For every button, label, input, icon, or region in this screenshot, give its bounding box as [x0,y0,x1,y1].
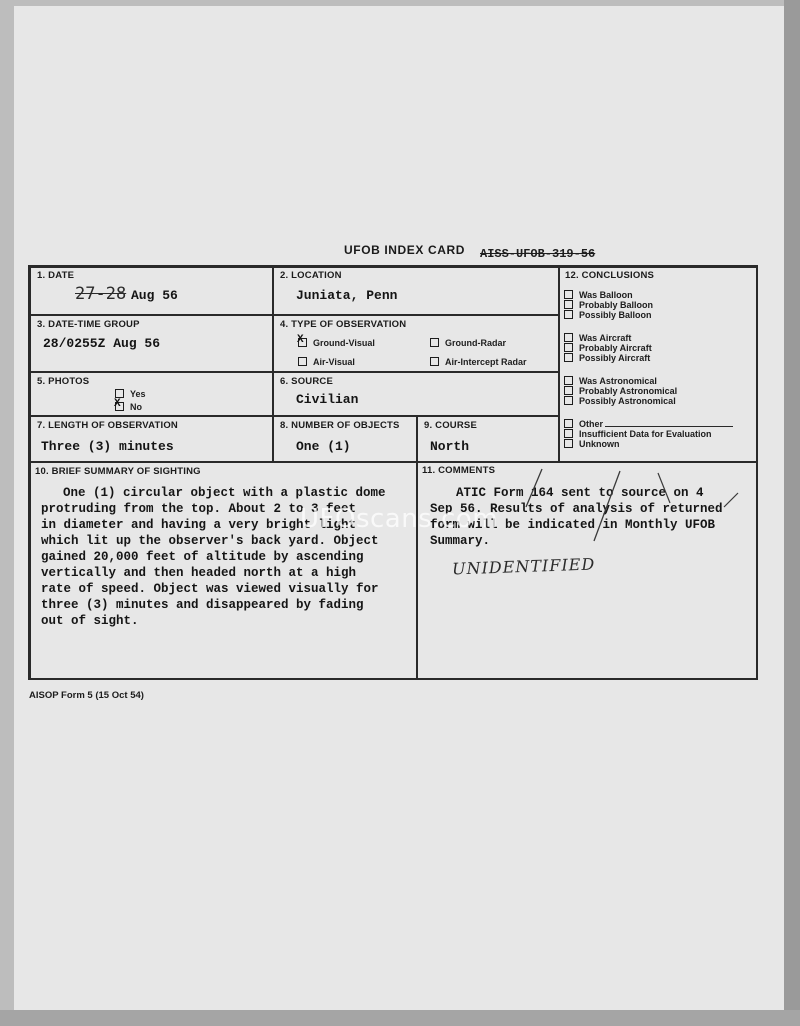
comments-line: Sep 56. Results of analysis of returned [430,502,723,516]
form-footer: AISOP Form 5 (15 Oct 54) [29,690,144,701]
source-value: Civilian [296,392,359,407]
comments-cell [417,462,758,680]
checkbox-checked-icon [298,338,307,347]
objects-cell [273,416,417,462]
dtg-value: 28/0255Z Aug 56 [43,336,161,351]
conclusion-possibly-balloon: Possibly Balloon [564,310,653,320]
conclusion-was-aircraft: Was Aircraft [564,333,652,343]
summary-line: out of sight. [41,614,139,628]
conclusions-group-balloon [564,290,653,320]
watermark: UFOscans.com [300,504,499,534]
checkbox-icon [564,396,573,405]
date-cell [30,267,273,315]
summary-line: vertically and then headed north at a high [41,566,357,580]
objects-value: One (1) [296,439,351,454]
summary-line: One (1) circular object with a plastic dome [63,486,386,500]
photos-cell [30,372,273,416]
pen-stroke-mark [658,473,670,503]
checkbox-icon [564,353,573,362]
summary-line: which lit up the observer's back yard. Object [41,534,379,548]
date-day-struck: 27-28 [75,284,127,304]
dtg-label: 3. DATE-TIME GROUP [37,319,140,330]
scan-edge-bottom [0,1010,800,1026]
checkbox-icon [564,333,573,342]
length-cell [30,416,273,462]
comments-line: Summary. [430,534,491,548]
checkbox-icon [564,310,573,319]
summary-line: gained 20,000 feet of altitude by ascending [41,550,364,564]
checkbox-icon [564,290,573,299]
photos-label: 5. PHOTOS [37,376,90,387]
date-label: 1. DATE [37,270,75,281]
length-label: 7. LENGTH OF OBSERVATION [37,420,178,431]
card-serial-number: AISS-UFOB-319-56 [480,247,596,261]
conclusion-possibly-aircraft: Possibly Aircraft [564,353,652,363]
comments-label: 11. COMMENTS [422,465,496,476]
summary-line: three (3) minutes and disappeared by fading [41,598,364,612]
checkbox-icon [564,439,573,448]
photos-no: XNo [115,402,142,412]
source-label: 6. SOURCE [280,376,334,387]
option-ground-visual: XGround-Visual [298,338,375,348]
comments-line: form will be indicated in Monthly UFOB [430,518,716,532]
conclusions-group-astronomical [564,376,677,406]
length-value: Three (3) minutes [41,439,174,454]
checkbox-icon [298,357,307,366]
date-value: Aug 56 [131,288,178,303]
scan-edge [784,0,800,1026]
summary-line: protruding from the top. About 2 to 3 feet [41,502,357,516]
summary-label: 10. BRIEF SUMMARY OF SIGHTING [35,466,201,477]
checkbox-icon [115,389,124,398]
conclusion-probably-aircraft: Probably Aircraft [564,343,652,353]
checkbox-icon [564,300,573,309]
checkbox-icon [564,429,573,438]
pen-stroke-mark [724,493,738,507]
index-card-form [28,265,758,680]
objects-label: 8. NUMBER OF OBJECTS [280,420,400,431]
card-header [0,236,800,266]
dtg-cell [30,315,273,372]
conclusion-was-astronomical: Was Astronomical [564,376,677,386]
checkbox-checked-icon [115,402,124,411]
summary-cell [30,462,417,680]
conclusion-probably-balloon: Probably Balloon [564,300,653,310]
location-value: Juniata, Penn [296,288,398,303]
conclusion-probably-astronomical: Probably Astronomical [564,386,677,396]
card-title: UFOB INDEX CARD [344,243,466,257]
location-label: 2. LOCATION [280,270,342,281]
checkbox-icon [430,338,439,347]
summary-line: rate of speed. Object was viewed visually for [41,582,379,596]
course-label: 9. COURSE [424,420,478,431]
checkbox-icon [564,386,573,395]
comments-line: ATIC Form 164 sent to source on 4 [456,486,704,500]
conclusion-insufficient-data: Insufficient Data for Evaluation [564,429,733,439]
option-air-visual: Air-Visual [298,357,355,367]
course-cell [417,416,559,462]
observation-type-cell [273,315,559,372]
conclusion-was-balloon: Was Balloon [564,290,653,300]
source-cell [273,372,559,416]
option-ground-radar: Ground-Radar [430,338,506,348]
observation-type-label: 4. TYPE OF OBSERVATION [280,319,407,330]
summary-line: in diameter and having a very bright light [41,518,357,532]
conclusion-other: Other [564,419,733,429]
pen-stroke-mark [526,469,542,507]
checkbox-icon [564,376,573,385]
conclusion-unknown: Unknown [564,439,733,449]
option-air-intercept-radar: Air-Intercept Radar [430,357,527,367]
checkbox-icon [564,343,573,352]
conclusions-label: 12. CONCLUSIONS [565,270,655,281]
conclusions-group-other [564,419,733,449]
location-cell [273,267,559,315]
checkbox-icon [564,419,573,428]
conclusions-cell [559,267,758,462]
photos-yes: Yes [115,389,146,399]
handwritten-annotation: UNIDENTIFIED [451,554,596,579]
other-blank-line [605,426,733,427]
course-value: North [430,439,470,454]
checkbox-icon [430,357,439,366]
conclusions-group-aircraft [564,333,652,363]
conclusion-possibly-astronomical: Possibly Astronomical [564,396,677,406]
pen-stroke-mark [594,471,620,541]
